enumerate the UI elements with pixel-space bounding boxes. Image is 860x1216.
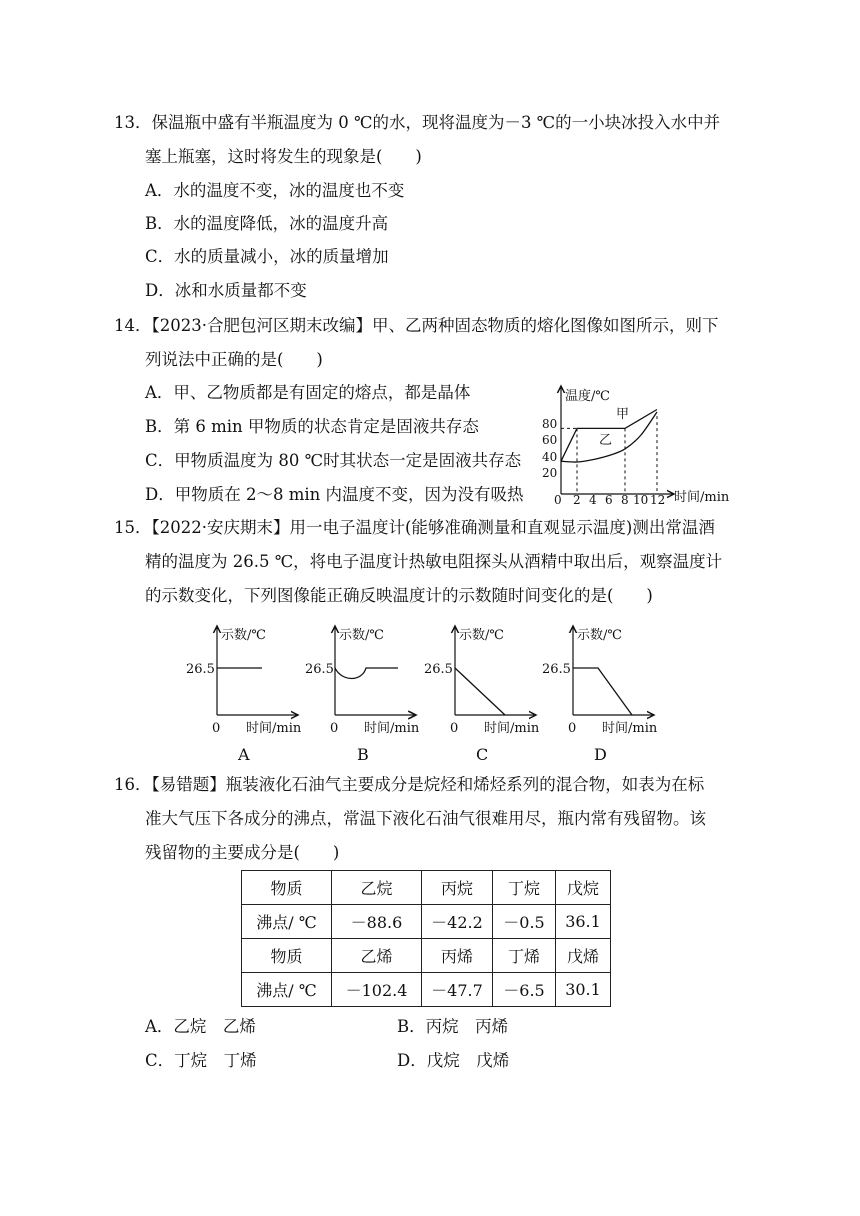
q15-stem-line3: 的示数变化，下列图像能正确反映温度计的示数随时间变化的是( ) bbox=[145, 586, 653, 605]
y-tick-20: 20 bbox=[542, 466, 558, 480]
q15-stem-line1: 15．【2022·安庆期末】用一电子温度计(能够准确测量和直观显示温度)测出常温酒 bbox=[114, 518, 715, 537]
q16-option-c: C．丁烷 丁烯 bbox=[145, 1051, 257, 1070]
table-cell: 戊烷 bbox=[556, 871, 611, 905]
table-cell: 乙烯 bbox=[332, 939, 422, 973]
graph-b-label: B bbox=[357, 745, 369, 764]
q16-option-b: B．丙烷 丙烯 bbox=[397, 1017, 509, 1036]
y-tick-40: 40 bbox=[542, 450, 558, 464]
y-axis-label: 温度/℃ bbox=[565, 389, 610, 404]
graph-d-label: D bbox=[594, 745, 607, 764]
q16-stem-line2: 准大气压下各成分的沸点，常温下液化石油气很难用尽，瓶内常有残留物。该 bbox=[145, 809, 706, 828]
table-cell: 戊烯 bbox=[556, 939, 611, 973]
table-cell: －6.5 bbox=[493, 973, 556, 1007]
q14-option-d: D．甲物质在 2～8 min 内温度不变，因为没有吸热 bbox=[145, 485, 524, 504]
melting-chart bbox=[526, 380, 736, 505]
y-tick-80: 80 bbox=[542, 417, 558, 431]
graph-d-xlabel: 时间/min bbox=[602, 721, 658, 736]
y-tick-60: 60 bbox=[542, 433, 558, 447]
q13-option-c: C．水的质量减小，冰的质量增加 bbox=[145, 247, 389, 266]
q14-option-c: C．甲物质温度为 80 ℃时其状态一定是固液共存态 bbox=[145, 451, 522, 470]
table-cell: 丁烯 bbox=[493, 939, 556, 973]
q14-stem-line2: 列说法中正确的是( ) bbox=[145, 350, 323, 369]
x-tick-6: 6 bbox=[605, 493, 613, 505]
table-cell: －47.7 bbox=[422, 973, 493, 1007]
table-cell: 丙烯 bbox=[422, 939, 493, 973]
graph-d-ytick: 26.5 bbox=[542, 662, 571, 677]
q15-stem-line2: 精的温度为 26.5 ℃，将电子温度计热敏电阻探头从酒精中取出后，观察温度计 bbox=[145, 552, 723, 571]
graph-c-origin: 0 bbox=[450, 721, 459, 736]
x-tick-10: 10 bbox=[633, 493, 649, 505]
graph-c-ytick: 26.5 bbox=[424, 662, 453, 677]
x-tick-2: 2 bbox=[573, 493, 581, 505]
table-cell: 沸点/ ℃ bbox=[242, 973, 332, 1007]
option-graphs bbox=[180, 620, 680, 768]
graph-b-origin: 0 bbox=[330, 721, 339, 736]
q14-option-a: A．甲、乙物质都是有固定的熔点，都是晶体 bbox=[145, 383, 471, 402]
x-tick-4: 4 bbox=[589, 493, 597, 505]
q16-stem-line1: 16．【易错题】瓶装液化石油气主要成分是烷烃和烯烃系列的混合物，如表为在标 bbox=[114, 775, 705, 794]
x-tick-12: 12 bbox=[650, 493, 666, 505]
q13-stem-line2: 塞上瓶塞，这时将发生的现象是( ) bbox=[145, 147, 422, 166]
series-yi-label: 乙 bbox=[599, 433, 613, 448]
table-cell: 物质 bbox=[242, 871, 332, 905]
graph-b-xlabel: 时间/min bbox=[364, 721, 420, 736]
table-row bbox=[242, 939, 611, 973]
q14-option-b: B．第 6 min 甲物质的状态肯定是固液共存态 bbox=[145, 417, 479, 436]
graph-c-line bbox=[455, 668, 505, 715]
graph-c-label: C bbox=[476, 745, 489, 764]
table-cell: －102.4 bbox=[332, 973, 422, 1007]
table-cell: －88.6 bbox=[332, 905, 422, 939]
table-row bbox=[242, 905, 611, 939]
boiling-point-table bbox=[241, 870, 611, 1007]
graph-c-xlabel: 时间/min bbox=[484, 721, 540, 736]
series-jia-label: 甲 bbox=[616, 407, 630, 422]
table-row bbox=[242, 871, 611, 905]
graph-b-line bbox=[335, 668, 398, 679]
graph-d-origin: 0 bbox=[568, 721, 577, 736]
table-cell: 乙烷 bbox=[332, 871, 422, 905]
x-tick-8: 8 bbox=[621, 493, 629, 505]
table-cell: －0.5 bbox=[493, 905, 556, 939]
graph-d-ylabel: 示数/℃ bbox=[577, 628, 622, 643]
graph-d-line bbox=[573, 668, 632, 715]
q13-option-d: D．冰和水质量都不变 bbox=[145, 281, 307, 300]
table-cell: 物质 bbox=[242, 939, 332, 973]
q13-option-a: A．水的温度不变，冰的温度也不变 bbox=[145, 181, 405, 200]
graph-a-label: A bbox=[238, 745, 250, 764]
graph-c bbox=[424, 626, 540, 764]
graph-a bbox=[186, 626, 302, 764]
q16-option-d: D．戊烷 戊烯 bbox=[397, 1051, 510, 1070]
q13-option-b: B．水的温度降低，冰的温度升高 bbox=[145, 214, 389, 233]
graph-a-ytick: 26.5 bbox=[186, 662, 215, 677]
q16-stem-line3: 残留物的主要成分是( ) bbox=[145, 843, 340, 862]
table-cell: 沸点/ ℃ bbox=[242, 905, 332, 939]
graph-d bbox=[542, 626, 658, 764]
graph-c-ylabel: 示数/℃ bbox=[459, 628, 504, 643]
graph-a-ylabel: 示数/℃ bbox=[221, 628, 266, 643]
q16-option-a: A．乙烷 乙烯 bbox=[145, 1017, 256, 1036]
graph-b-ylabel: 示数/℃ bbox=[339, 628, 384, 643]
table-cell: 丙烷 bbox=[422, 871, 493, 905]
table-cell: 30.1 bbox=[556, 973, 611, 1007]
q14-stem-line1: 14．【2023·合肥包河区期末改编】甲、乙两种固态物质的熔化图像如图所示，则下 bbox=[114, 316, 719, 335]
graph-b bbox=[305, 626, 420, 764]
q13-stem-line1: 13．保温瓶中盛有半瓶温度为 0 ℃的水，现将温度为－3 ℃的一小块冰投入水中并 bbox=[114, 113, 721, 132]
graph-a-xlabel: 时间/min bbox=[246, 721, 302, 736]
table-cell: 36.1 bbox=[556, 905, 611, 939]
table-cell: 丁烷 bbox=[493, 871, 556, 905]
graph-b-ytick: 26.5 bbox=[305, 662, 334, 677]
x-axis-label: 时间/min bbox=[674, 490, 730, 505]
table-row bbox=[242, 973, 611, 1007]
origin-tick: 0 bbox=[554, 493, 562, 505]
graph-a-origin: 0 bbox=[212, 721, 221, 736]
table-cell: －42.2 bbox=[422, 905, 493, 939]
